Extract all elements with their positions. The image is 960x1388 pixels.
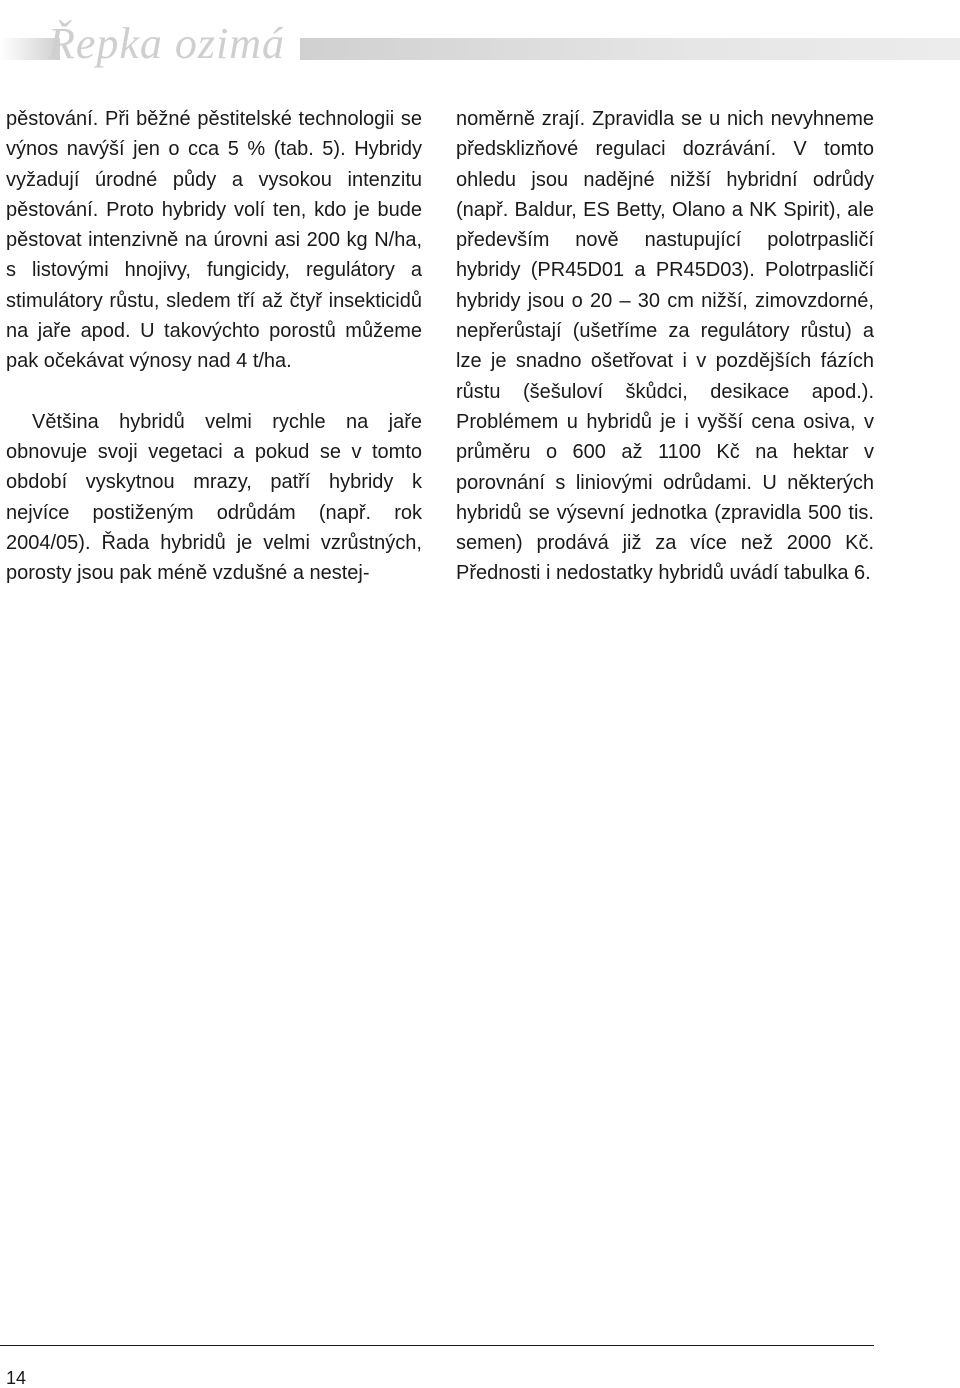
- page-header: [0, 18, 960, 70]
- left-column: [6, 104, 422, 588]
- paragraph-right-1: noměrně zrají. Zpravidla se u nich nevyhneme předsklizňové regulaci dozrávání. V tomto ohledu jsou nadějné nižší hybridní odrůdy (např. Baldur, ES Betty, Olano a NK Spirit), ale především nově nastupující polotrpasličí hybridy (PR45D01 a PR45D03). Polotrpasličí hybridy jsou o 20 – 30 cm nižší, zimovzdorné, nepřerůstají (ušetříme za regulátory růstu) a lze je snadno ošetřovat i v pozdějších fázích růstu (šešuloví škůdci, desikace apod.). Problémem u hybridů je i vyšší cena osiva, v průměru o 600 až 1100 Kč na hektar v porovnání s liniovými odrůdami. U některých hybridů se výsevní jednotka (zpravidla 500 tis. semen) prodává již za více než 2000 Kč. Přednosti i nedostatky hybridů uvádí tabulka 6.: [456, 108, 874, 585]
- paragraph-left-2: Většina hybridů velmi rychle na jaře obnovuje svoji vegetaci a pokud se v tomto období vyskytnou mrazy, patří hybridy k nejvíce postiženým odrůdám (např. rok 2004/05). Řada hybridů je velmi vzrůstných, porosty jsou pak méně vzdušné a nestej-: [6, 410, 422, 585]
- right-column: [456, 104, 874, 589]
- header-band-right: [300, 38, 960, 60]
- page-number: 14: [6, 1368, 27, 1388]
- footer-rule: [0, 1345, 874, 1346]
- running-title: Řepka ozimá: [48, 19, 286, 68]
- paragraph-left-1: pěstování. Při běžné pěstitelské technologii se výnos navýší jen o cca 5 % (tab. 5). Hybridy vyžadují úrodné půdy a vysokou intenzitu pěstování. Proto hybridy volí ten, kdo je bude pěstovat intenzivně na úrovni asi 200 kg N/ha, s listovými hnojivy, fungicidy, regulátory a stimulátory růstu, sledem tří až čtyř insekticidů na jaře apod. U takovýchto porostů můžeme pak očekávat výnosy nad 4 t/ha.: [6, 108, 422, 373]
